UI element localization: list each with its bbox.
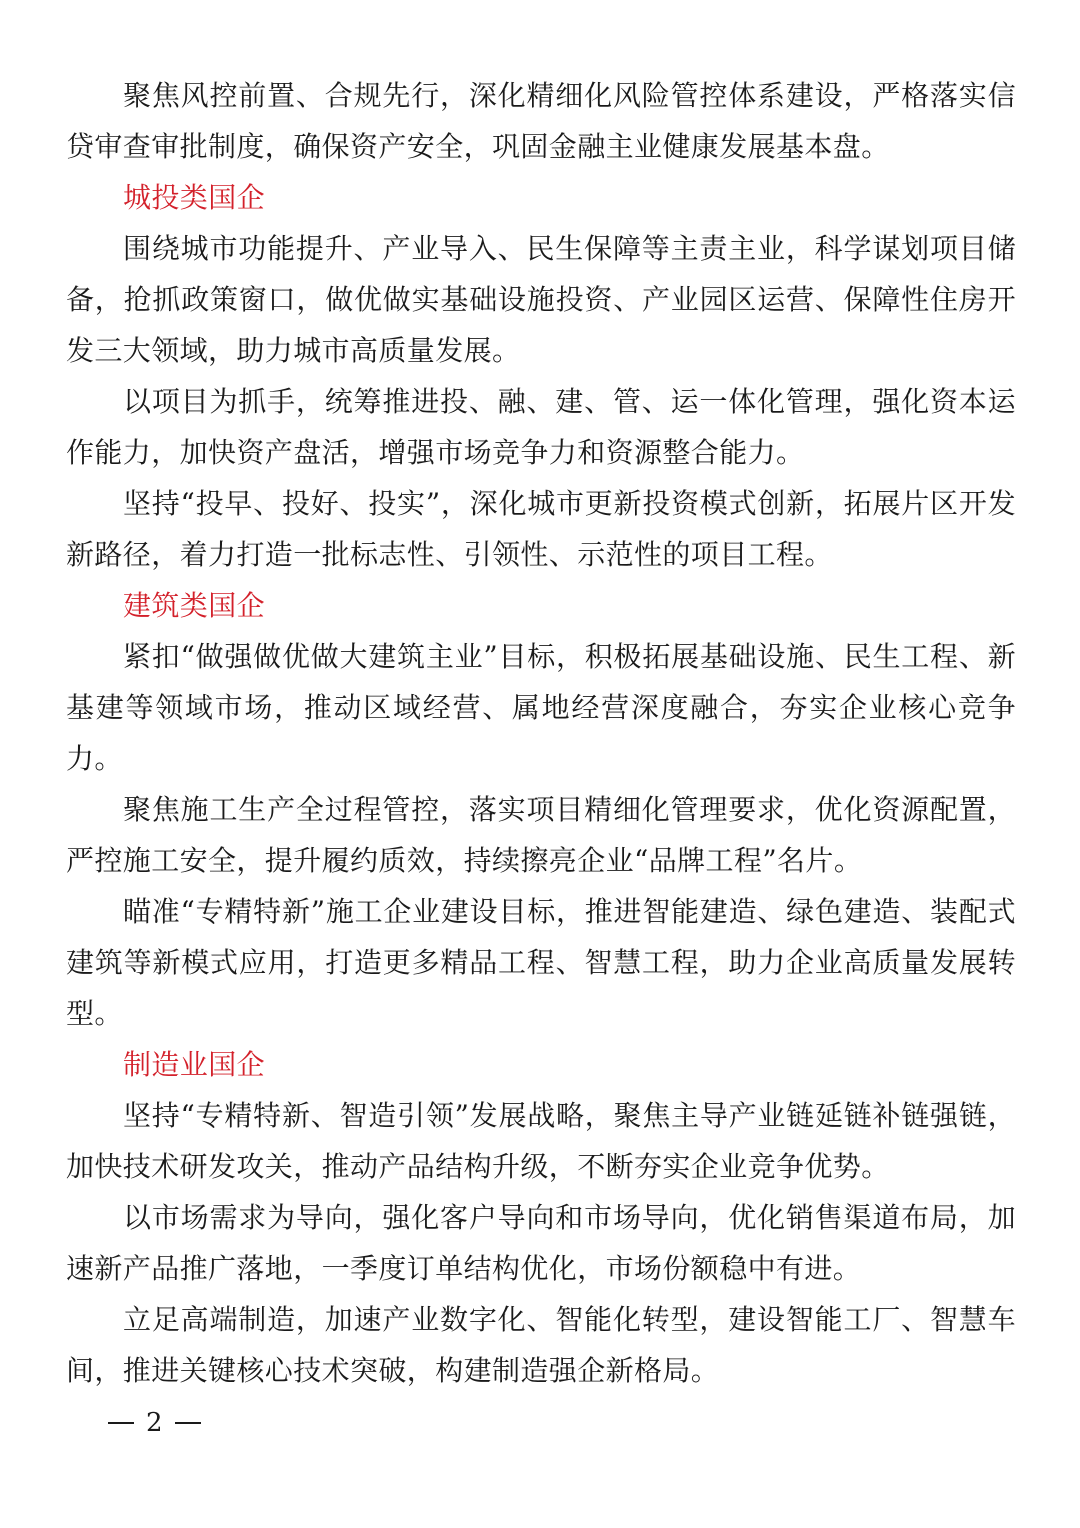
paragraph: 坚持“投早、投好、投实”，深化城市更新投资模式创新，拓展片区开发新路径，着力打造一批标志性、引领性、示范性的项目工程。 <box>66 487 1016 571</box>
paragraph: 以市场需求为导向，强化客户导向和市场导向，优化销售渠道布局，加速新产品推广落地，一季度订单结构优化，市场份额稳中有进。 <box>66 1201 1016 1285</box>
section-heading: 制造业国企 <box>123 1048 266 1081</box>
paragraph: 聚焦风控前置、合规先行，深化精细化风险管控体系建设，严格落实信贷审查审批制度，确保资产安全，巩固金融主业健康发展基本盘。 <box>66 79 1016 163</box>
paragraph: 立足高端制造，加速产业数字化、智能化转型，建设智能工厂、智慧车间，推进关键核心技术突破，构建制造强企新格局。 <box>66 1303 1016 1387</box>
section-heading: 建筑类国企 <box>123 589 266 622</box>
document-body <box>66 70 1016 1396</box>
paragraph: 聚焦施工生产全过程管控，落实项目精细化管理要求，优化资源配置，严控施工安全，提升履约质效，持续擦亮企业“品牌工程”名片。 <box>66 793 1016 877</box>
page-number: 2 <box>146 1408 163 1438</box>
section-heading: 城投类国企 <box>123 181 266 214</box>
paragraph: 坚持“专精特新、智造引领”发展战略，聚焦主导产业链延链补链强链，加快技术研发攻关，推动产品结构升级，不断夯实企业竞争优势。 <box>66 1099 1016 1183</box>
page-footer <box>108 1403 201 1443</box>
paragraph: 紧扣“做强做优做大建筑主业”目标，积极拓展基础设施、民生工程、新基建等领域市场，推动区域经营、属地经营深度融合，夯实企业核心竞争力。 <box>66 640 1016 775</box>
footer-dash-left <box>108 1422 134 1424</box>
paragraph: 围绕城市功能提升、产业导入、民生保障等主责主业，科学谋划项目储备，抢抓政策窗口，做优做实基础设施投资、产业园区运营、保障性住房开发三大领域，助力城市高质量发展。 <box>66 232 1016 367</box>
paragraph: 以项目为抓手，统筹推进投、融、建、管、运一体化管理，强化资本运作能力，加快资产盘活，增强市场竞争力和资源整合能力。 <box>66 385 1016 469</box>
footer-dash-right <box>175 1422 201 1424</box>
paragraph: 瞄准“专精特新”施工企业建设目标，推进智能建造、绿色建造、装配式建筑等新模式应用，打造更多精品工程、智慧工程，助力企业高质量发展转型。 <box>66 895 1016 1030</box>
